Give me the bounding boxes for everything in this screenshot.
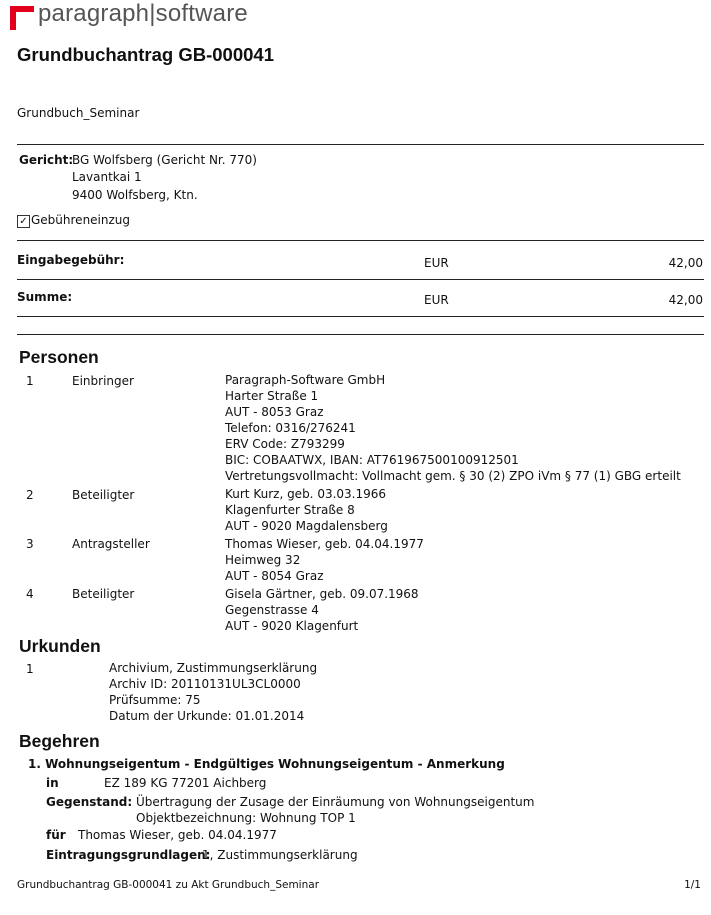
- gebuehreneinzug-checkbox[interactable]: [17, 215, 30, 228]
- gericht-name: BG Wolfsberg (Gericht Nr. 770): [72, 153, 257, 167]
- fuer-value: Thomas Wieser, geb. 04.04.1977: [78, 828, 277, 842]
- person-role: Antragsteller: [72, 537, 150, 551]
- divider: [17, 279, 704, 280]
- person-role: Beteiligter: [72, 488, 135, 502]
- begehren-heading: Begehren: [19, 731, 100, 751]
- fuer-label: für: [46, 828, 66, 842]
- eingabegebuehr-label: Eingabegebühr:: [17, 253, 125, 267]
- person-line: Klagenfurter Straße 8: [225, 503, 355, 517]
- person-line: Vertretungsvollmacht: Vollmacht gem. § 30 (2) ZPO iVm § 77 (1) GBG erteilt: [225, 469, 681, 483]
- person-role: Einbringer: [72, 374, 134, 388]
- person-number: 3: [26, 537, 34, 551]
- personen-heading: Personen: [19, 347, 99, 367]
- urkunde-number: 1: [26, 662, 34, 676]
- page-number: 1/1: [684, 879, 701, 891]
- person-line: Thomas Wieser, geb. 04.04.1977: [225, 537, 424, 551]
- eintragungsgrundlagen-value: 1, Zustimmungserklärung: [202, 848, 358, 862]
- urkunde-line: Prüfsumme: 75: [109, 693, 201, 707]
- person-line: ERV Code: Z793299: [225, 437, 345, 451]
- urkunde-line: Archivium, Zustimmungserklärung: [109, 661, 318, 675]
- begehren-item-title: 1. Wohnungseigentum - Endgültiges Wohnungseigentum - Anmerkung: [28, 757, 505, 771]
- divider: [17, 240, 704, 241]
- urkunden-heading: Urkunden: [19, 636, 101, 656]
- gegenstand-line: Übertragung der Zusage der Einräumung von Wohnungseigentum: [136, 795, 535, 809]
- logo: paragraph|software: [38, 0, 248, 27]
- check-icon: ✓: [19, 216, 28, 227]
- page-title: Grundbuchantrag GB-000041: [17, 44, 275, 65]
- person-line: Paragraph-Software GmbH: [225, 373, 386, 387]
- person-role: Beteiligter: [72, 587, 135, 601]
- person-line: AUT - 9020 Magdalensberg: [225, 519, 388, 533]
- footer-text: Grundbuchantrag GB-000041 zu Akt Grundbuch_Seminar: [17, 879, 320, 891]
- person-line: BIC: COBAATWX, IBAN: AT761967500100912501: [225, 453, 519, 467]
- person-number: 4: [26, 587, 34, 601]
- logo-mark: [10, 6, 34, 30]
- gegenstand-line: Objektbezeichnung: Wohnung TOP 1: [136, 811, 356, 825]
- person-line: AUT - 8053 Graz: [225, 405, 324, 419]
- person-line: Harter Straße 1: [225, 389, 319, 403]
- in-label: in: [46, 776, 59, 790]
- gegenstand-label: Gegenstand:: [46, 795, 133, 809]
- person-line: Telefon: 0316/276241: [225, 421, 356, 435]
- urkunde-line: Archiv ID: 20110131UL3CL0000: [109, 677, 301, 691]
- person-line: AUT - 8054 Graz: [225, 569, 324, 583]
- person-number: 1: [26, 374, 34, 388]
- person-line: Gisela Gärtner, geb. 09.07.1968: [225, 587, 419, 601]
- divider: [17, 334, 704, 335]
- eingabegebuehr-currency: EUR: [424, 256, 449, 270]
- summe-amount: 42,00: [668, 293, 703, 307]
- gebuehreneinzug-label: Gebühreneinzug: [31, 213, 131, 227]
- gericht-label: Gericht:: [19, 153, 74, 167]
- person-line: Kurt Kurz, geb. 03.03.1966: [225, 487, 387, 501]
- person-line: Heimweg 32: [225, 553, 301, 567]
- akt-name: Grundbuch_Seminar: [17, 106, 140, 120]
- eingabegebuehr-amount: 42,00: [668, 256, 703, 270]
- in-value: EZ 189 KG 77201 Aichberg: [104, 776, 267, 790]
- summe-currency: EUR: [424, 293, 449, 307]
- eintragungsgrundlagen-label: Eintragungsgrundlagen:: [46, 848, 211, 862]
- gericht-city: 9400 Wolfsberg, Ktn.: [72, 188, 198, 202]
- divider: [17, 144, 704, 145]
- person-line: AUT - 9020 Klagenfurt: [225, 619, 359, 633]
- person-line: Gegenstrasse 4: [225, 603, 319, 617]
- gericht-street: Lavantkai 1: [72, 170, 142, 184]
- person-number: 2: [26, 488, 34, 502]
- divider: [17, 316, 704, 317]
- urkunde-line: Datum der Urkunde: 01.01.2014: [109, 709, 305, 723]
- summe-label: Summe:: [17, 290, 73, 304]
